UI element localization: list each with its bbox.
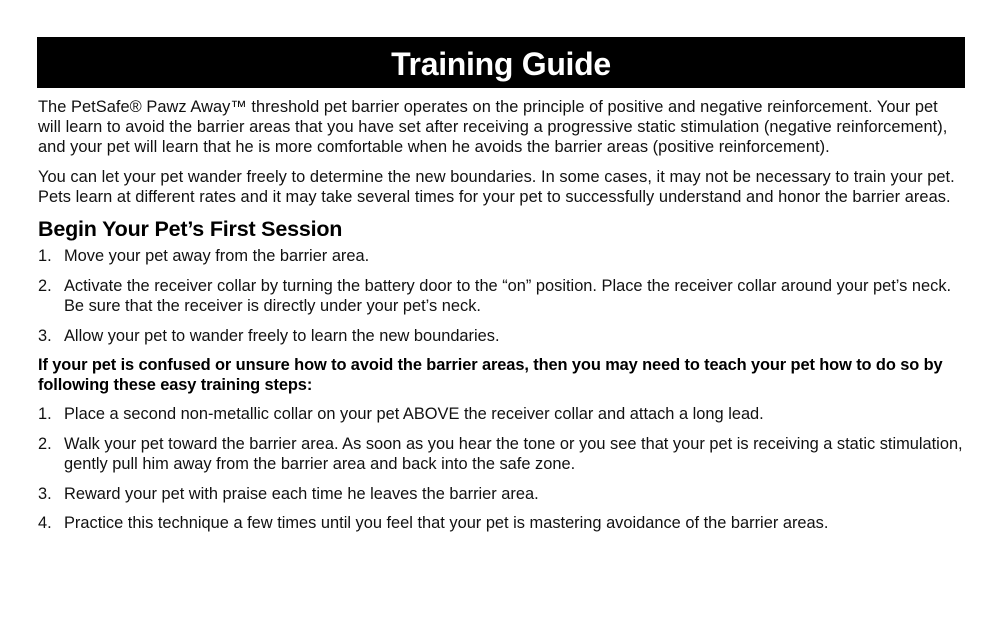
training-step xyxy=(38,404,963,425)
step-number: 1. xyxy=(38,247,52,266)
step-number: 3. xyxy=(38,484,52,503)
step-text: Reward your pet with praise each time he leaves the barrier area. xyxy=(64,484,539,503)
intro-paragraph-1: The PetSafe® Pawz Away™ threshold pet barrier operates on the principle of positive and negative reinforcement. Your pet will learn to avoid the barrier areas that you have set after receiving a progressive static stimulation (negative reinforcement), and your pet will learn that he is more comfortable when he avoids the barrier areas (positive reinforcement). xyxy=(38,98,948,157)
training-steps xyxy=(38,404,963,534)
step-number: 3. xyxy=(38,326,52,345)
document-page xyxy=(37,37,965,534)
training-step xyxy=(38,434,963,475)
step-number: 4. xyxy=(38,514,52,533)
first-session-heading: Begin Your Pet’s First Session xyxy=(38,217,343,242)
title-bar xyxy=(37,37,965,88)
first-session-step xyxy=(38,326,963,347)
intro-paragraph-2: You can let your pet wander freely to determine the new boundaries. In some cases, it may not be necessary to train your pet. Pets learn at different rates and it may take several times for your pet to successfully understand and honor the barrier areas. xyxy=(38,167,955,206)
first-session-step xyxy=(38,276,963,317)
step-number: 2. xyxy=(38,434,52,453)
document-content xyxy=(37,97,965,534)
first-session-step xyxy=(38,246,963,267)
step-number: 1. xyxy=(38,405,52,424)
step-text: Activate the receiver collar by turning the battery door to the “on” position. Place the receiver collar around your pet’s neck. Be sure that the receiver is directly under your pet’s neck. xyxy=(64,276,952,316)
training-step xyxy=(38,513,963,534)
step-text: Walk your pet toward the barrier area. As soon as you hear the tone or you see that your pet is receiving a static stimulation, gently pull him away from the barrier area and back into the safe zone. xyxy=(64,434,963,474)
step-number: 2. xyxy=(38,276,52,295)
step-text: Place a second non-metallic collar on your pet ABOVE the receiver collar and attach a long lead. xyxy=(64,405,764,424)
first-session-steps xyxy=(38,246,963,346)
training-steps-intro: If your pet is confused or unsure how to avoid the barrier areas, then you may need to teach your pet how to do so by following these easy training steps: xyxy=(38,356,943,395)
step-text: Allow your pet to wander freely to learn the new boundaries. xyxy=(64,326,500,345)
page-title: Training Guide xyxy=(391,45,611,82)
step-text: Move your pet away from the barrier area. xyxy=(64,247,370,266)
step-text: Practice this technique a few times until you feel that your pet is mastering avoidance of the barrier areas. xyxy=(64,514,829,533)
training-step xyxy=(38,484,963,505)
